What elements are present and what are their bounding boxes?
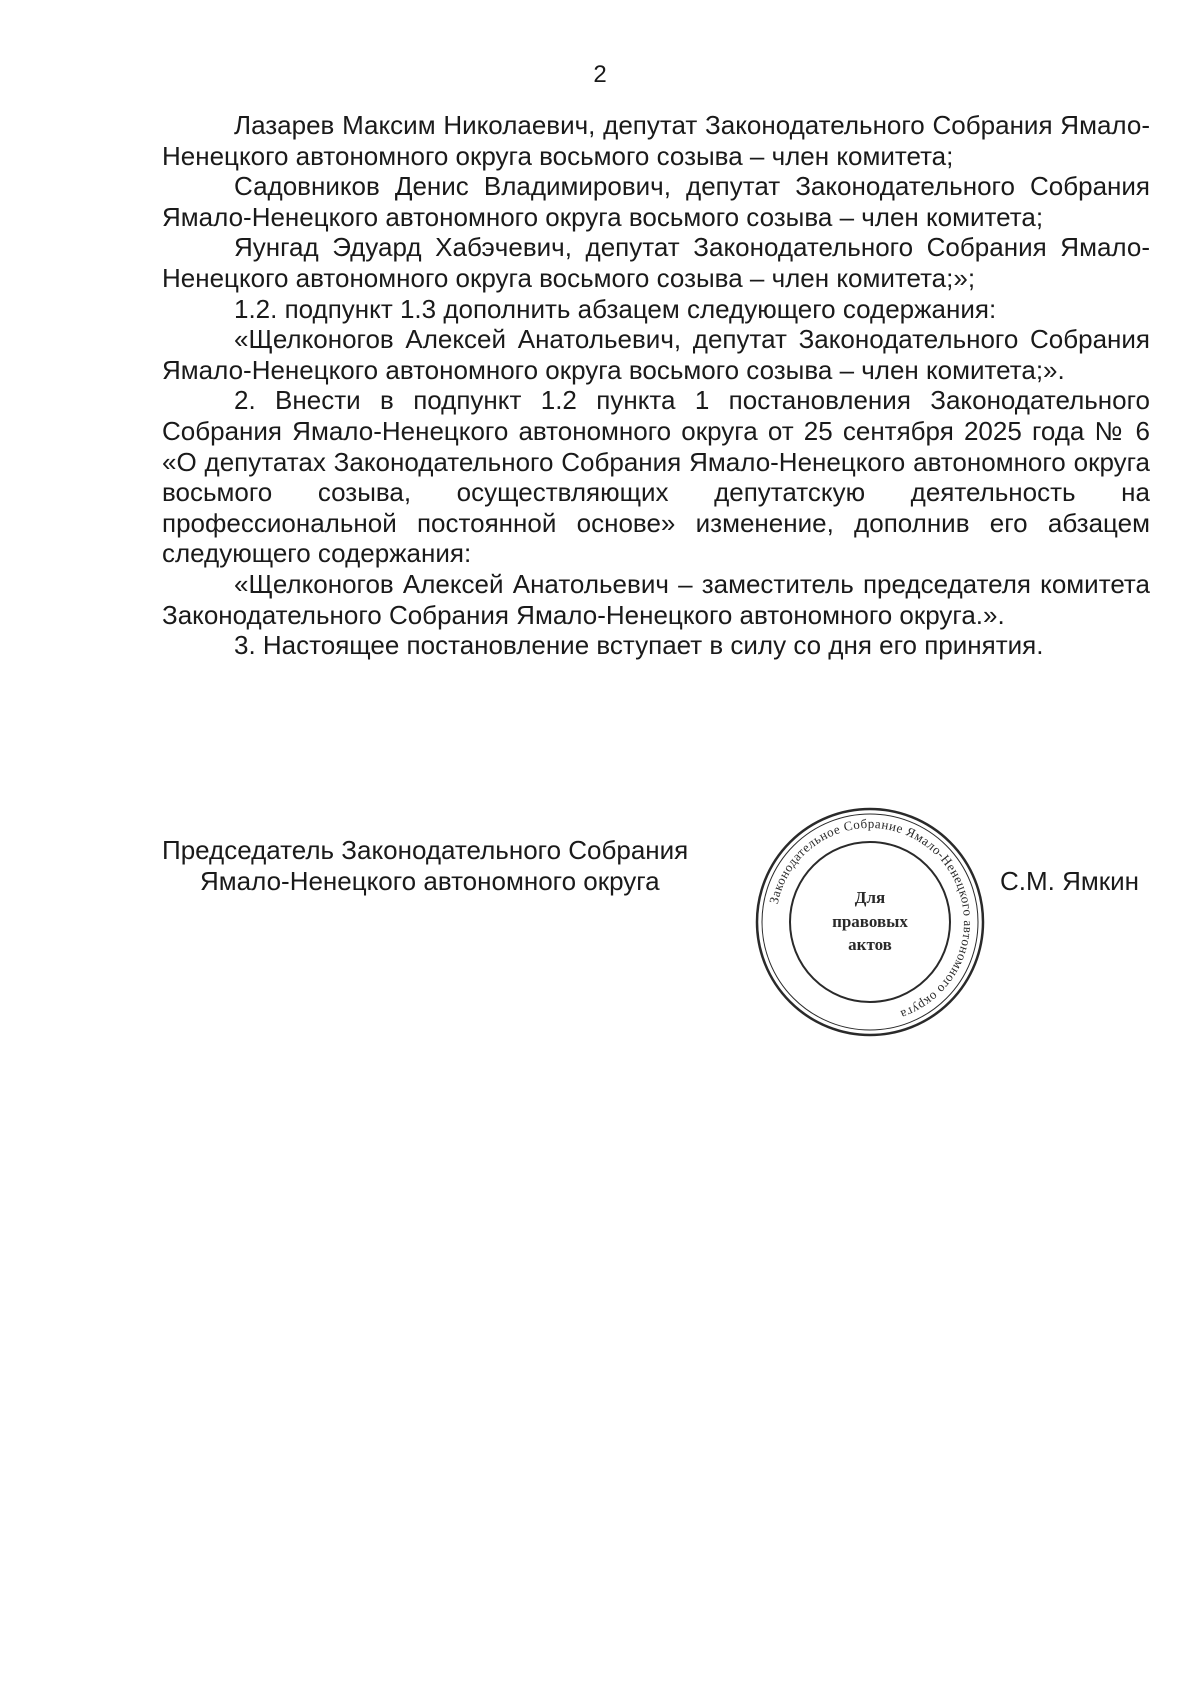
seal-inner-line-2: правовых — [832, 912, 908, 931]
seal-outer-text: Законодательное Собрание Ямало-Ненецкого автономного округа — [765, 815, 977, 1023]
signatory-position-line-2: Ямало-Ненецкого автономного округа — [200, 866, 660, 896]
paragraph-sadovnikov: Садовников Денис Владимирович, депутат Законодательного Собрания Ямало-Ненецкого автономного округа восьмого созыва – член комитета; — [162, 171, 1150, 232]
document-body — [162, 110, 1150, 661]
paragraph-shchelkonogov-deputy-chair: «Щелконогов Алексей Анатольевич – заместитель председателя комитета Законодательного Собрания Ямало-Ненецкого автономного округа.». — [162, 568, 1150, 630]
page-number: 2 — [593, 61, 607, 88]
signatory-position-line-1: Председатель Законодательного Собрания — [162, 835, 689, 865]
paragraph-lazarev: Лазарев Максим Николаевич, депутат Законодательного Собрания Ямало-Ненецкого автономного округа восьмого созыва – член комитета; — [162, 110, 1150, 171]
seal-inner-line-3: актов — [848, 935, 892, 954]
signatory-position — [162, 835, 762, 897]
official-seal-stamp — [750, 802, 990, 1042]
paragraph-yaungad: Яунгад Эдуард Хабэчевич, депутат Законодательного Собрания Ямало-Ненецкого автономного округа восьмого созыва – член комитета;»; — [162, 232, 1150, 293]
paragraph-item-2: 2. Внести в подпункт 1.2 пункта 1 постановления Законодательного Собрания Ямало-Ненецкого автономного округа от 25 сентября 2025 года № 6 «О депутатах Законодательного Собрания Ямало-Ненецкого автономного округа восьмого созыва, осуществляющих депутатскую деятельность на профессиональной постоянной основе» изменение, дополнив его абзацем следующего содержания: — [162, 385, 1150, 569]
paragraph-item-3: 3. Настоящее постановление вступает в силу со дня его принятия. — [234, 630, 1044, 661]
paragraph-shchelkonogov-member: «Щелконогов Алексей Анатольевич, депутат Законодательного Собрания Ямало-Ненецкого автономного округа восьмого созыва – член комитета;». — [162, 324, 1150, 385]
signatory-name: С.М. Ямкин — [1000, 866, 1140, 896]
paragraph-item-1-2: 1.2. подпункт 1.3 дополнить абзацем следующего содержания: — [234, 293, 997, 324]
seal-inner-line-1: Для — [854, 888, 886, 907]
